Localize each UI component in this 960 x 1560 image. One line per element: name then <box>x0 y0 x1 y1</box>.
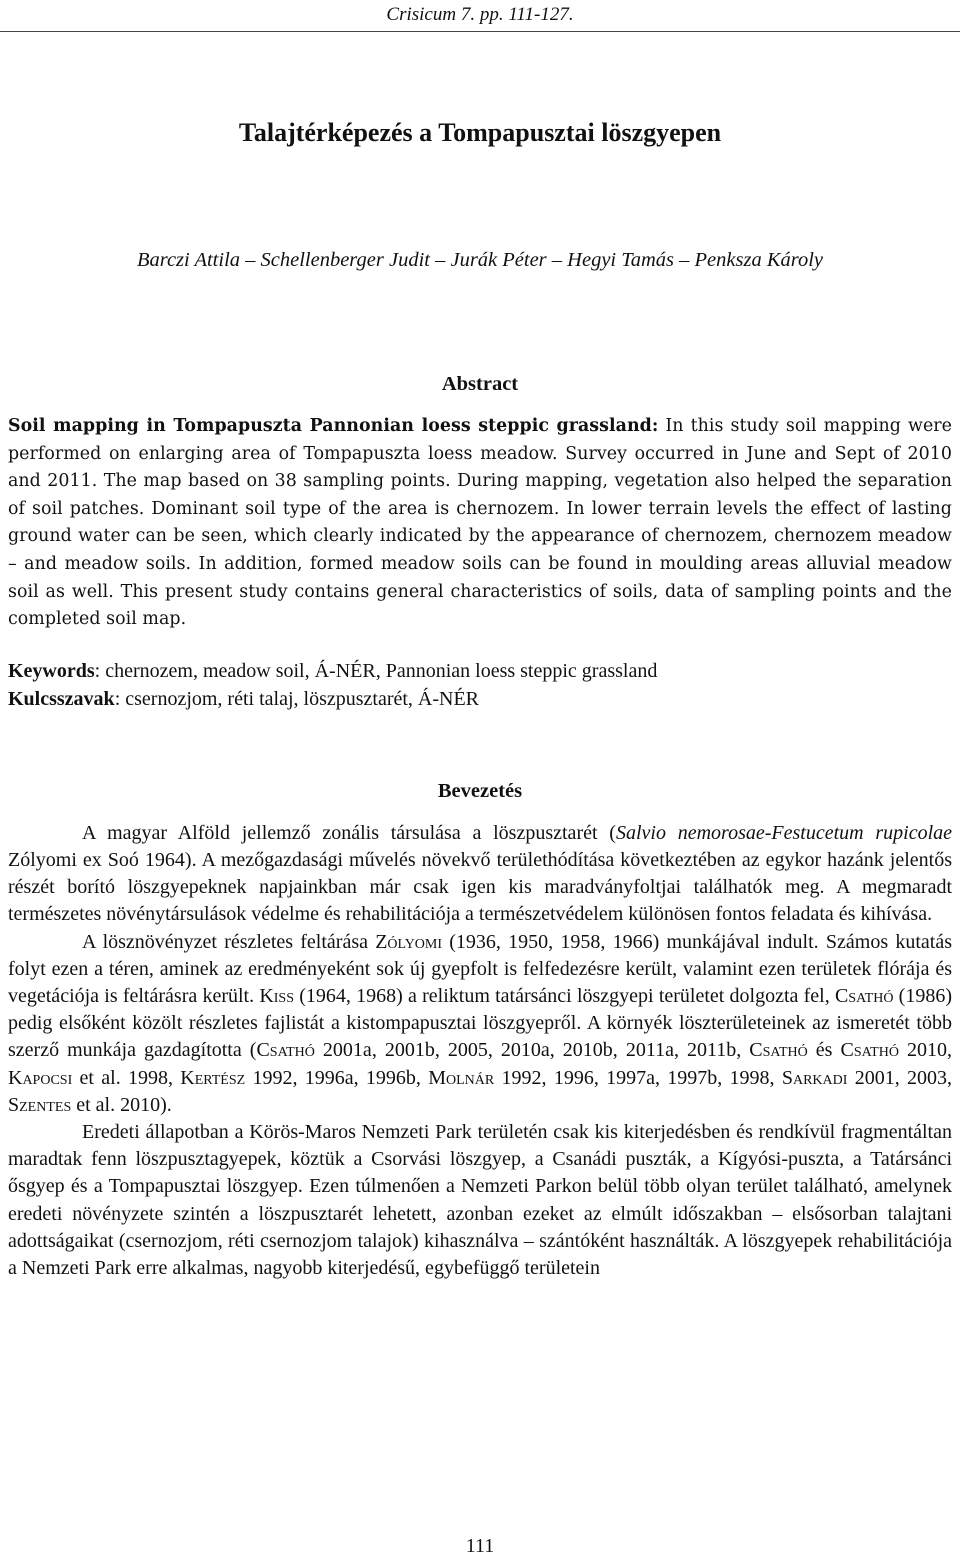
p2-seg: A lösznövényzet részletes feltárása <box>82 930 376 953</box>
p2-seg: 1992, 1996a, 1996b, <box>245 1066 429 1089</box>
author-citation: Csathó <box>749 1039 808 1062</box>
keywords-label: Keywords <box>8 659 95 682</box>
author-citation: Kapocsi <box>8 1066 73 1089</box>
abstract-text <box>8 413 952 634</box>
author-citation: Sarkadi <box>781 1066 848 1089</box>
author-list: Barczi Attila – Schellenberger Judit – Jurák Péter – Hegyi Tamás – Penksza Károly <box>136 249 824 271</box>
author-citation: Csathó <box>840 1039 899 1062</box>
p2-seg: et al. 1998, <box>72 1066 181 1089</box>
kulcsszavak-text: : csernozjom, réti talaj, löszpusztarét, Á-NÉR <box>114 687 480 710</box>
keywords-text: : chernozem, meadow soil, Á-NÉR, Pannonian loess steppic grassland <box>94 659 658 682</box>
p2-seg: et al. 2010). <box>71 1093 172 1116</box>
author-citation: Szentes <box>8 1093 72 1116</box>
p2-seg: 1992, 1996, 1997a, 1997b, 1998, <box>494 1066 782 1089</box>
author-citation: Molnár <box>428 1066 495 1089</box>
abstract-lead: Soil mapping in Tompapuszta Pannonian loess steppic grassland: <box>8 416 659 436</box>
p2-seg: (1936, 1950, 1958, 1966) munkájával indult. Számos kutatás folyt ezen a téren, aminek az eredményeként sok új gyepfolt is felfedezésre került, valamint ezen területek flórája és vegetációja is feltárásra került. <box>8 930 952 1007</box>
author-citation: Kiss <box>259 984 295 1007</box>
abstract-body: In this study soil mapping were performed on enlarging area of Tompapuszta loess meadow. Survey occurred in June and Sept of 2010 and 2011. The map based on 38 sampling points. During mapping, vegetation also helped the separation of soil patches. Dominant soil type of the area is chernozem. In lower terrain levels the effect of lasting ground water can be seen, which clearly indicated by the appearance of chernozem, chernozem meadow – and meadow soils. In addition, formed meadow soils can be found in moulding areas alluvial meadow soil as well. This present study contains general characteristics of soils, data of sampling points and the completed soil map. <box>8 416 952 630</box>
journal-citation: Crisicum 7. pp. 111-127. <box>386 4 574 25</box>
author-citation: Csathó <box>256 1039 315 1062</box>
keywords-hu <box>8 685 952 713</box>
p2-seg: 2001a, 2001b, 2005, 2010a, 2010b, 2011a, 2011b, <box>314 1039 750 1062</box>
author-citation: Kertész <box>180 1066 246 1089</box>
p2-seg: (1964, 1968) a reliktum tatársánci löszgyepi területet dolgozta fel, <box>294 984 835 1007</box>
species-name: Salvio nemorosae-Festucetum rupicolae <box>615 821 953 844</box>
section-heading-bevezetes: Bevezetés <box>437 779 523 802</box>
page-number: 111 <box>465 1535 495 1557</box>
p2-seg: (1986) pedig elsőként közölt részletes fajlistát a kistompapusztai löszgyepről. A környék löszterületeinek az ismeretét több szerző munkája gazdagította ( <box>8 984 952 1062</box>
intro-paragraph-2 <box>8 929 952 1119</box>
kulcsszavak-label: Kulcsszavak <box>8 687 115 710</box>
intro-paragraph-3: Eredeti állapotban a Körös-Maros Nemzeti Park területén csak kis kiterjedésben és rendkívül fragmentáltan maradtak fenn löszpusztagyepek, köztük a Csorvási löszgyep, a Csanádi puszták, a Kígyósi-puszta, a Tatársánci ősgyep és a Tompapusztai löszgyep. Ezen túlmenően a Nemzeti Parkon belül több olyan terület található, amelynek eredeti növényzete szintén a löszpusztarét lehetett, azonban ezeket az elmúlt időszakban – elsősorban talajtani adottságaikat (csernozjom, réti csernozjom talajok) kihasználva – szántóként használták. A löszgyepek rehabilitációja a Nemzeti Park erre alkalmas, nagyobb kiterjedésű, egybefüggő területein <box>8 1120 952 1279</box>
author-citation: Csathó <box>834 984 894 1007</box>
keywords-block <box>8 657 952 713</box>
intro-paragraph-1 <box>8 820 952 929</box>
abstract-heading: Abstract <box>441 373 519 395</box>
p2-seg: és <box>807 1039 841 1062</box>
header-rule <box>0 31 960 32</box>
intro-p1-text-a: A magyar Alföld jellemző zonális társulása a löszpusztarét ( <box>82 821 616 844</box>
keywords-en <box>8 657 952 685</box>
paper-title: Talajtérképezés a Tompapusztai löszgyepen <box>238 118 722 147</box>
intro-p1-text-b: Zólyomi ex Soó 1964). A mezőgazdasági művelés növekvő területhódítása következtében az egykor hazánk jelentős részét borító löszgyepeknek napjainkban már csak igen kis maradványfoltjai találhatók meg. A megmaradt természetes növénytársulások védelme és rehabilitációja a természetvédelem különösen fontos feladata és kihívása. <box>8 848 952 926</box>
intro-body <box>8 820 952 1282</box>
p2-seg: 2010, <box>898 1039 952 1062</box>
p2-seg: 2001, 2003, <box>847 1066 952 1089</box>
author-citation: Zólyomi <box>375 930 443 953</box>
